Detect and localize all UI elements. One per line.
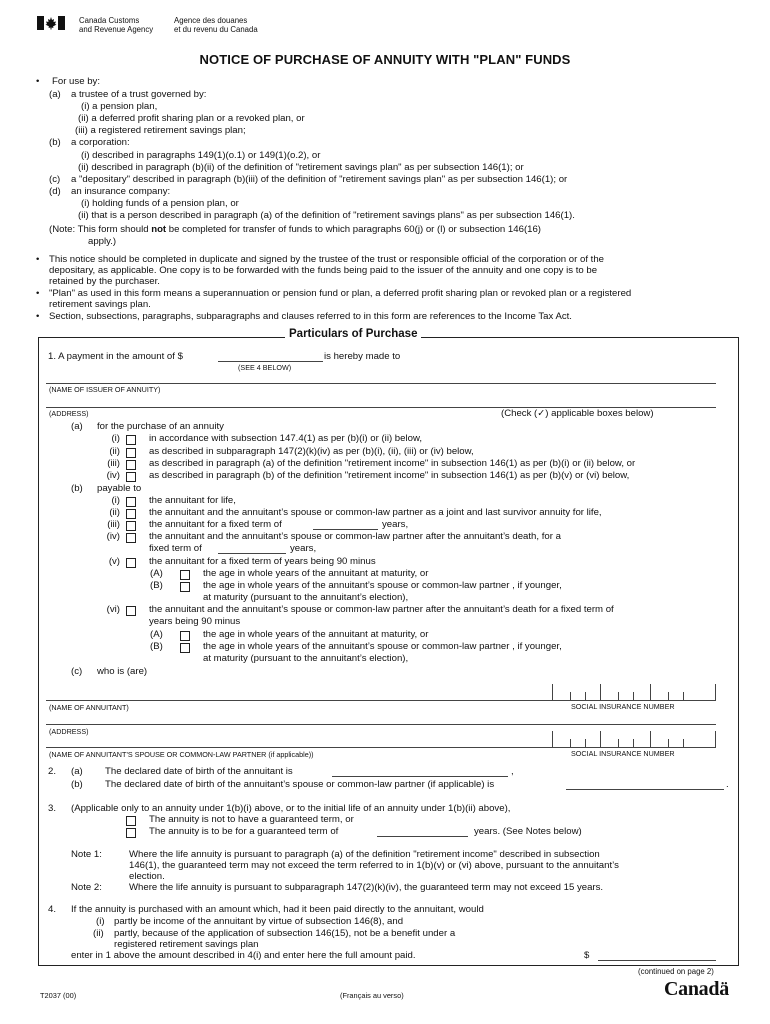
q4-ii-num: (ii) [93,928,104,939]
payment-text: 1. A payment in the amount of $ [48,351,183,362]
b-v-num: (v) [108,556,120,567]
continued-note: (continued on page 2) [638,967,714,976]
b-v-B-text: the age in whole years of the annuitant’s spouse or common-law partner , if younger, [203,580,562,591]
b-vi-A-checkbox[interactable] [180,631,190,641]
b-iii-num: (iii) [107,519,120,530]
b-iii-checkbox[interactable] [126,521,136,531]
c-text: who is (are) [97,666,148,677]
intro-d-i: (i) holding funds of a pension plan, or [81,198,239,209]
a-ii-text: as described in subparagraph 147(2)(k)(iv) as per (b)(i), (ii), (iii) or (iv) below, [149,446,474,457]
intro-a-text: a trustee of a trust governed by: [71,89,207,100]
a-i-text: in accordance with subsection 147.4(1) as per (b)(i) or (ii) below, [149,433,423,444]
a-iv-text: as described in paragraph (b) of the definition "retirement income" in subsection 146(1) as per (b)(v) or (vi) below, [149,470,630,481]
a-ii-num: (ii) [109,446,120,457]
a-iii-text: as described in paragraph (a) of the definition "retirement income" in subsection 146(1) as per (b)(i) or (ii) below, or [149,458,636,469]
intro-b-i: (i) described in paragraphs 149(1)(o.1) or 149(1)(o.2), or [81,150,321,161]
b-v-B-cont: at maturity (pursuant to the annuitant’s election), [203,592,409,603]
intro-c-text: a "depositary" described in paragraph (b)(iii) of the definition of "retirement savings plan" as per subsection 146(1); or [71,174,568,185]
b-vi-B-checkbox[interactable] [180,643,190,653]
b-vi-text: the annuitant and the annuitant’s spouse or common-law partner after the annuitant’s death for a fixed term of [149,604,614,615]
dollar-sign: $ [584,950,590,961]
q3-text: (Applicable only to an annuity under 1(b)(i) above, or to the initial life of an annuity under 1(b)(ii) above), [71,803,511,814]
intro-c-label: (c) [49,174,61,185]
b-v-A-checkbox[interactable] [180,570,190,580]
q2-a-text: The declared date of birth of the annuitant is [105,766,293,777]
q3-opt2-suffix: years. (See Notes below) [474,826,582,837]
q3-guaranteed-checkbox[interactable] [126,828,136,838]
b-iii-suffix: years, [382,519,409,530]
intro-note: (Note: This form should not be completed for transfer of funds to which paragraphs 60(j) or (l) or subsection 146(16) [49,224,542,235]
a-i-num: (i) [111,433,120,444]
b-vi-cont: years being 90 minus [149,616,241,627]
q2-a-end: , [511,766,514,777]
annuitant-name-label: (NAME OF ANNUITANT) [49,703,129,712]
b-iv-cont: fixed term of [149,543,202,554]
b-vi-B-cont: at maturity (pursuant to the annuitant’s election), [203,653,409,664]
spouse-name-label: (NAME OF ANNUITANT’S SPOUSE OR COMMON-LAW PARTNER (if applicable)) [49,750,314,759]
a-i-checkbox[interactable] [126,435,136,445]
sin-label: SOCIAL INSURANCE NUMBER [571,702,675,711]
bullet4: Section, subsections, paragraphs, subparagraphs and clauses referred to in this form are references to the Income Tax Act. [49,311,572,322]
q4-i-text: partly be income of the annuitant by virtue of subsection 146(8), and [114,916,404,927]
note2-label: Note 2: [71,882,102,893]
c-label: (c) [71,666,83,677]
b-label: (b) [71,483,83,494]
b-iv-years-field[interactable] [218,553,286,554]
b-v-text: the annuitant for a fixed term of years being 90 minus [149,556,376,567]
q2-a-label: (a) [71,766,83,777]
b-v-B-label: (B) [150,580,163,591]
bullet-icon: • [36,311,40,322]
b-vi-B-label: (B) [150,641,163,652]
issuer-name-field[interactable] [46,383,716,384]
b-text: payable to [97,483,142,494]
canada-flag-icon [37,16,65,30]
particulars-heading: Particulars of Purchase [285,328,421,340]
note1-l1: Where the life annuity is pursuant to paragraph (a) of the definition "retirement income" described in subsection [129,849,600,860]
intro-b-label: (b) [49,137,61,148]
b-iv-checkbox[interactable] [126,533,136,543]
intro-a-i: (i) a pension plan, [81,101,158,112]
a-iv-num: (iv) [106,470,120,481]
a-iii-num: (iii) [107,458,120,469]
spouse-name-field[interactable] [46,747,716,748]
spouse-dob-field[interactable] [566,789,724,790]
b-iv-text: the annuitant and the annuitant’s spouse or common-law partner after the annuitant’s death, for a [149,531,561,542]
q4-enter: enter in 1 above the amount described in 4(i) and enter here the full amount paid. [71,950,416,961]
annuitant-dob-field[interactable] [332,776,508,777]
sin-label-2: SOCIAL INSURANCE NUMBER [571,749,675,758]
issuer-name-label: (NAME OF ISSUER OF ANNUITY) [49,385,161,394]
agency-name-en-2: and Revenue Agency [79,25,154,34]
b-v-A-label: (A) [150,568,163,579]
issuer-address-label: (ADDRESS) [49,409,89,418]
agency-name-en-1: Canada Customs [79,16,140,25]
b-iii-years-field[interactable] [313,529,378,530]
a-iii-checkbox[interactable] [126,460,136,470]
b-vi-checkbox[interactable] [126,606,136,616]
intro-b-text: a corporation: [71,137,130,148]
q4-ii-cont: registered retirement savings plan [114,939,259,950]
bullet2-l3: retained by the purchaser. [49,276,160,287]
b-vi-B-text: the age in whole years of the annuitant’s spouse or common-law partner , if younger, [203,641,562,652]
agency-name-fr-2: et du revenu du Canada [174,25,258,34]
note1-l3: election. [129,871,165,882]
intro-note-cont: apply.) [88,236,117,247]
q3-opt2: The annuity is to be for a guaranteed term of [149,826,339,837]
note1-l2: 146(1), the guaranteed term may not exceed the term referred to in 1(b)(v) or (vi) above, pursuant to the annuitant’s [129,860,619,871]
annuitant-address-label: (ADDRESS) [49,727,89,736]
agency-name-fr-1: Agence des douanes [174,16,248,25]
bullet-icon: • [36,254,40,265]
payment-suffix: is hereby made to [324,351,401,362]
q4-num: 4. [48,904,57,915]
q2-b-text: The declared date of birth of the annuitant’s spouse or common-law partner (if applicable) is [105,779,495,790]
a-iv-checkbox[interactable] [126,472,136,482]
q2-b-label: (b) [71,779,83,790]
bullet2-l2: depositary, as applicable. One copy is to be forwarded with the funds being paid to the issuer of the annuity and one copy is to be [49,265,598,276]
payment-amount-field[interactable] [218,361,323,362]
intro-d-label: (d) [49,186,61,197]
for-use-by: For use by: [52,76,100,87]
intro-a-label: (a) [49,89,61,100]
bullet3-l2: retirement savings plan. [49,299,151,310]
q4-i-num: (i) [96,916,105,927]
b-v-B-checkbox[interactable] [180,582,190,592]
see-4-below: (SEE 4 BELOW) [238,363,292,372]
bullet3-l1: "Plan" as used in this form means a superannuation or pension fund or plan, a deferred profit sharing plan or revoked plan or a registered [49,288,632,299]
q3-opt1: The annuity is not to have a guaranteed term, or [149,814,354,825]
q3-num: 3. [48,803,57,814]
q4-ii-text: partly, because of the application of subsection 146(15), not be a benefit under a [114,928,456,939]
check-note: (Check (✓) applicable boxes below) [501,408,654,419]
a-text: for the purchase of an annuity [97,421,224,432]
b-ii-checkbox[interactable] [126,509,136,519]
intro-d-text: an insurance company: [71,186,171,197]
note1-label: Note 1: [71,849,102,860]
b-i-checkbox[interactable] [126,497,136,507]
b-iv-num: (iv) [106,531,120,542]
q2-b-end: . [726,779,729,790]
form-title: NOTICE OF PURCHASE OF ANNUITY WITH "PLAN" FUNDS [199,52,571,67]
canada-wordmark: Canadä [664,978,729,1000]
b-i-num: (i) [111,495,120,506]
a-ii-checkbox[interactable] [126,448,136,458]
annuitant-address-field[interactable] [46,724,716,725]
b-vi-num: (vi) [106,604,120,615]
b-v-checkbox[interactable] [126,558,136,568]
b-iii-text: the annuitant for a fixed term of [149,519,282,530]
b-vi-A-label: (A) [150,629,163,640]
b-ii-num: (ii) [109,507,120,518]
french-note: (Français au verso) [340,991,404,1000]
intro-a-ii: (ii) a deferred profit sharing plan or a revoked plan, or [78,113,305,124]
bullet-icon: • [36,288,40,299]
bullet-icon: • [36,76,40,87]
form-id: T2037 (00) [40,991,77,1000]
q4-text: If the annuity is purchased with an amount which, had it been paid directly to the annuitant, would [71,904,484,915]
a-label: (a) [71,421,83,432]
b-vi-A-text: the age in whole years of the annuitant at maturity, or [203,629,429,640]
guaranteed-term-field[interactable] [377,836,468,837]
b-v-A-text: the age in whole years of the annuitant at maturity, or [203,568,429,579]
b-i-text: the annuitant for life, [149,495,236,506]
full-amount-field[interactable] [598,960,716,961]
b-iv-suffix: years, [290,543,317,554]
bullet2-l1: This notice should be completed in duplicate and signed by the trustee of the trust or responsible official of the corporation or of the [49,254,604,265]
intro-d-ii: (ii) that is a person described in paragraph (a) of the definition of "retirement savings plans" as per subsection 146(1). [78,210,575,221]
annuitant-name-field[interactable] [46,700,716,701]
q3-no-guarantee-checkbox[interactable] [126,816,136,826]
note2-text: Where the life annuity is pursuant to subparagraph 147(2)(k)(iv), the guaranteed term may not exceed 15 years. [129,882,604,893]
b-ii-text: the annuitant and the annuitant’s spouse or common-law partner as a joint and last survivor annuity for life, [149,507,602,518]
intro-a-iii: (iii) a registered retirement savings plan; [75,125,246,136]
q2-num: 2. [48,766,57,777]
intro-b-ii: (ii) described in paragraph (b)(ii) of the definition of "retirement savings plan" as per subsection 146(1); or [78,162,524,173]
